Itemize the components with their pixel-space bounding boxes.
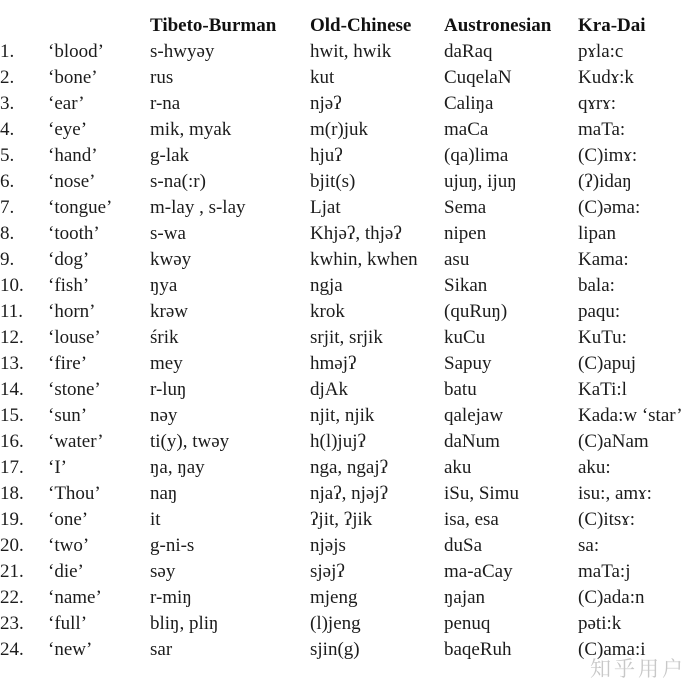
table-row <box>0 39 689 65</box>
column-header-old-chinese: Old-Chinese <box>310 15 412 36</box>
gloss-label: ‘fish’ <box>48 275 90 296</box>
austronesian-cell: CuqelaN <box>444 67 512 88</box>
kra-dai-cell: KaTi:l <box>578 379 627 400</box>
tibeto-burman-cell: g-lak <box>150 145 190 166</box>
row-number: 1. <box>0 41 15 62</box>
austronesian-cell: isa, esa <box>444 509 499 530</box>
gloss-label: ‘new’ <box>48 639 93 660</box>
table-row <box>0 429 689 455</box>
tibeto-burman-cell: r-luŋ <box>150 379 187 400</box>
old-chinese-cell: hwit, hwik <box>310 41 392 62</box>
tibeto-burman-cell: bliŋ, pliŋ <box>150 613 219 634</box>
kra-dai-cell: (C)apuj <box>578 353 637 374</box>
tibeto-burman-cell: mik, myak <box>150 119 232 140</box>
column-header-kra-dai: Kra-Dai <box>578 15 646 36</box>
austronesian-cell: iSu, Simu <box>444 483 519 504</box>
table-row <box>0 377 689 403</box>
old-chinese-cell: Ljat <box>310 197 341 218</box>
gloss-label: ‘dog’ <box>48 249 90 270</box>
table-row <box>0 403 689 429</box>
table-row <box>0 195 689 221</box>
austronesian-cell: nipen <box>444 223 487 244</box>
tibeto-burman-cell: səy <box>150 561 176 582</box>
kra-dai-cell: (C)aNam <box>578 431 649 452</box>
old-chinese-cell: njəjs <box>310 535 346 556</box>
kra-dai-cell: (C)imɤ: <box>578 145 638 166</box>
row-number: 23. <box>0 613 24 634</box>
old-chinese-cell: m(r)juk <box>310 119 369 140</box>
tibeto-burman-cell: naŋ <box>150 483 178 504</box>
austronesian-cell: maCa <box>444 119 489 140</box>
row-number: 13. <box>0 353 24 374</box>
table-row <box>0 117 689 143</box>
old-chinese-cell: kwhin, kwhen <box>310 249 418 270</box>
tibeto-burman-cell: r-na <box>150 93 181 114</box>
gloss-label: ‘I’ <box>48 457 67 478</box>
row-number: 20. <box>0 535 24 556</box>
gloss-label: ‘Thou’ <box>48 483 101 504</box>
gloss-label: ‘fire’ <box>48 353 88 374</box>
row-number: 16. <box>0 431 24 452</box>
old-chinese-cell: srjit, srjik <box>310 327 383 348</box>
gloss-label: ‘hand’ <box>48 145 98 166</box>
old-chinese-cell: h(l)jujʔ <box>310 431 366 452</box>
kra-dai-cell: (ʔ)idaŋ <box>578 171 632 192</box>
kra-dai-cell: maTa: <box>578 119 626 140</box>
row-number: 17. <box>0 457 24 478</box>
column-header-tibeto-burman: Tibeto-Burman <box>150 15 277 36</box>
old-chinese-cell: bjit(s) <box>310 171 356 192</box>
row-number: 2. <box>0 67 15 88</box>
gloss-label: ‘louse’ <box>48 327 101 348</box>
old-chinese-cell: ngja <box>310 275 343 296</box>
austronesian-cell: daNum <box>444 431 500 452</box>
old-chinese-cell: djAk <box>310 379 348 400</box>
austronesian-cell: Sapuy <box>444 353 492 374</box>
tibeto-burman-cell: m-lay , s-lay <box>150 197 246 218</box>
kra-dai-cell: lipan <box>578 223 616 244</box>
old-chinese-cell: hjuʔ <box>310 145 343 166</box>
column-header-austronesian: Austronesian <box>444 15 552 36</box>
kra-dai-cell: Kama: <box>578 249 629 270</box>
table-row <box>0 481 689 507</box>
gloss-label: ‘one’ <box>48 509 89 530</box>
row-number: 22. <box>0 587 24 608</box>
gloss-label: ‘die’ <box>48 561 84 582</box>
gloss-label: ‘ear’ <box>48 93 85 114</box>
tibeto-burman-cell: śrik <box>150 327 179 348</box>
table-row <box>0 273 689 299</box>
kra-dai-cell: (C)ada:n <box>578 587 645 608</box>
row-number: 19. <box>0 509 24 530</box>
kra-dai-cell: qɤrɤ: <box>578 93 616 114</box>
tibeto-burman-cell: ti(y), twəy <box>150 431 230 452</box>
tibeto-burman-cell: ŋya <box>150 275 178 296</box>
austronesian-cell: (qa)lima <box>444 145 509 166</box>
gloss-label: ‘full’ <box>48 613 88 634</box>
old-chinese-cell: sjin(g) <box>310 639 360 660</box>
row-number: 15. <box>0 405 24 426</box>
gloss-label: ‘two’ <box>48 535 90 556</box>
row-number: 10. <box>0 275 24 296</box>
gloss-label: ‘bone’ <box>48 67 98 88</box>
austronesian-cell: daRaq <box>444 41 493 62</box>
header-spacer-number <box>0 13 48 39</box>
table-row <box>0 221 689 247</box>
kra-dai-cell: Kudɤ:k <box>578 67 634 88</box>
table-row <box>0 247 689 273</box>
old-chinese-cell: njaʔ, njəjʔ <box>310 483 389 504</box>
row-number: 11. <box>0 301 24 322</box>
tibeto-burman-cell: s-na(:r) <box>150 171 206 192</box>
kra-dai-cell: sa: <box>578 535 600 556</box>
austronesian-cell: (quRuŋ) <box>444 301 508 322</box>
gloss-label: ‘tongue’ <box>48 197 113 218</box>
table-row <box>0 325 689 351</box>
row-number: 6. <box>0 171 15 192</box>
austronesian-cell: baqeRuh <box>444 639 512 660</box>
kra-dai-cell: isu:, amɤ: <box>578 483 652 504</box>
kra-dai-cell: (C)ama:i <box>578 639 646 660</box>
row-number: 21. <box>0 561 24 582</box>
austronesian-cell: Caliŋa <box>444 93 494 114</box>
old-chinese-cell: (l)jeng <box>310 613 361 634</box>
row-number: 14. <box>0 379 24 400</box>
table-row <box>0 299 689 325</box>
austronesian-cell: batu <box>444 379 477 400</box>
table-body <box>0 39 689 663</box>
old-chinese-cell: Khjəʔ, thjəʔ <box>310 223 402 244</box>
tibeto-burman-cell: nəy <box>150 405 178 426</box>
kra-dai-cell: maTa:j <box>578 561 631 582</box>
austronesian-cell: Sema <box>444 197 487 218</box>
old-chinese-cell: njit, njik <box>310 405 375 426</box>
table-row <box>0 351 689 377</box>
kra-dai-cell: pɤla:c <box>578 41 624 62</box>
austronesian-cell: penuq <box>444 613 491 634</box>
gloss-label: ‘stone’ <box>48 379 101 400</box>
row-number: 5. <box>0 145 15 166</box>
old-chinese-cell: ʔjit, ʔjik <box>310 509 373 530</box>
austronesian-cell: duSa <box>444 535 482 556</box>
tibeto-burman-cell: sar <box>150 639 173 660</box>
table-row <box>0 637 689 663</box>
austronesian-cell: ma-aCay <box>444 561 513 582</box>
gloss-label: ‘nose’ <box>48 171 96 192</box>
row-number: 4. <box>0 119 15 140</box>
row-number: 8. <box>0 223 15 244</box>
table-row <box>0 65 689 91</box>
kra-dai-cell: KuTu: <box>578 327 627 348</box>
table-row <box>0 611 689 637</box>
row-number: 7. <box>0 197 15 218</box>
austronesian-cell: asu <box>444 249 470 270</box>
row-number: 18. <box>0 483 24 504</box>
tibeto-burman-cell: g-ni-s <box>150 535 195 556</box>
tibeto-burman-cell: kwəy <box>150 249 192 270</box>
table-row <box>0 91 689 117</box>
table-row <box>0 585 689 611</box>
row-number: 24. <box>0 639 24 660</box>
gloss-label: ‘name’ <box>48 587 102 608</box>
gloss-label: ‘tooth’ <box>48 223 100 244</box>
header-row <box>0 13 689 39</box>
old-chinese-cell: sjəjʔ <box>310 561 345 582</box>
tibeto-burman-cell: rus <box>150 67 174 88</box>
old-chinese-cell: krok <box>310 301 345 322</box>
kra-dai-cell: paqu: <box>578 301 621 322</box>
gloss-label: ‘sun’ <box>48 405 88 426</box>
tibeto-burman-cell: mey <box>150 353 183 374</box>
row-number: 9. <box>0 249 15 270</box>
table-row <box>0 533 689 559</box>
gloss-label: ‘blood’ <box>48 41 104 62</box>
austronesian-cell: Sikan <box>444 275 488 296</box>
kra-dai-cell: pəti:k <box>578 613 622 634</box>
tibeto-burman-cell: it <box>150 509 161 530</box>
tibeto-burman-cell: s-hwyəy <box>150 41 215 62</box>
table-row <box>0 169 689 195</box>
tibeto-burman-cell: s-wa <box>150 223 186 244</box>
tibeto-burman-cell: r-miŋ <box>150 587 192 608</box>
kra-dai-cell: Kada:w ‘star’ <box>578 405 683 426</box>
old-chinese-cell: njəʔ <box>310 93 342 114</box>
gloss-label: ‘eye’ <box>48 119 88 140</box>
kra-dai-cell: bala: <box>578 275 615 296</box>
austronesian-cell: qalejaw <box>444 405 504 426</box>
table-row <box>0 143 689 169</box>
watermark: 知乎用户 <box>590 657 686 681</box>
old-chinese-cell: hməjʔ <box>310 353 357 374</box>
kra-dai-cell: aku: <box>578 457 611 478</box>
tibeto-burman-cell: krəw <box>150 301 188 322</box>
gloss-label: ‘horn’ <box>48 301 96 322</box>
table-row <box>0 507 689 533</box>
austronesian-cell: ujuŋ, ijuŋ <box>444 171 517 192</box>
tibeto-burman-cell: ŋa, ŋay <box>150 457 205 478</box>
vocabulary-table <box>0 13 689 663</box>
row-number: 3. <box>0 93 15 114</box>
austronesian-cell: aku <box>444 457 472 478</box>
header-spacer-gloss <box>48 13 150 39</box>
row-number: 12. <box>0 327 24 348</box>
old-chinese-cell: kut <box>310 67 335 88</box>
austronesian-cell: kuCu <box>444 327 486 348</box>
old-chinese-cell: nga, ngajʔ <box>310 457 389 478</box>
table-row <box>0 455 689 481</box>
austronesian-cell: ŋajan <box>444 587 486 608</box>
gloss-label: ‘water’ <box>48 431 104 452</box>
table-row <box>0 559 689 585</box>
kra-dai-cell: (C)itsɤ: <box>578 509 635 530</box>
kra-dai-cell: (C)əma: <box>578 197 641 218</box>
old-chinese-cell: mjeng <box>310 587 358 608</box>
